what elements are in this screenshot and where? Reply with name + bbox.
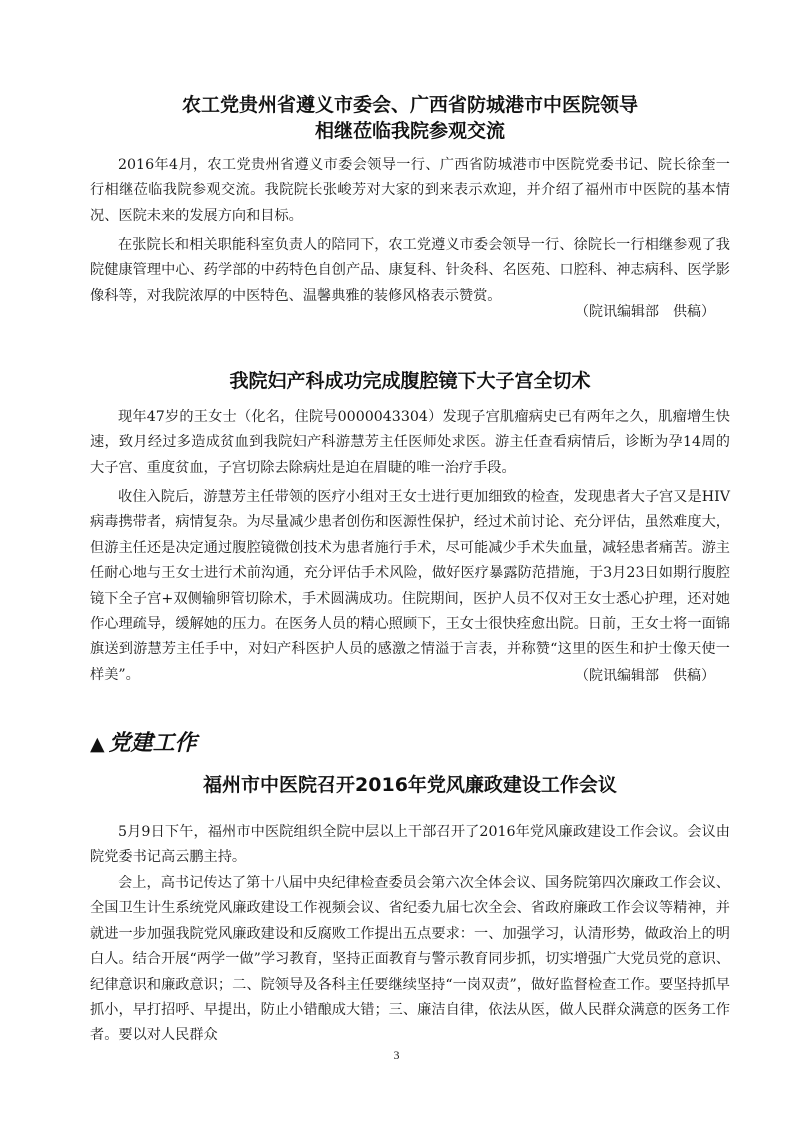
article3-paragraph-1: 5月9日下午，福州市中医院组织全院中层以上干部召开了2016年党风廉政建设工作会议。会议由院党委书记高云鹏主持。 [90, 824, 730, 866]
article1-credit: （院讯编辑部 供稿） [575, 304, 715, 320]
article1-title-line2: 相继莅临我院参观交流 [314, 120, 505, 142]
article1-title-line1: 农工党贵州省遵义市委会、广西省防城港市中医院领导 [181, 94, 638, 116]
triangle-icon: ▲ [90, 733, 105, 755]
article1-title [90, 92, 730, 144]
section-heading [90, 726, 197, 757]
article3-title: 福州市中医院召开2016年党风廉政建设工作会议 [203, 774, 617, 796]
section-label: 党建工作 [108, 731, 197, 756]
article1-paragraph-2: 在张院长和相关职能科室负责人的陪同下，农工党遵义市委会领导一行、徐院长一行相继参观了我院健康管理中心、药学部的中药特色自创产品、康复科、针灸科、名医苑、口腔科、神志病科、医学影像科等，对我院浓厚的中医特色、温馨典雅的装修风格表示赞赏。 [90, 237, 730, 304]
article2-title: 我院妇产科成功完成腹腔镜下大子宫全切术 [229, 370, 591, 392]
article2-paragraph-1: 现年47岁的王女士（化名，住院号0000043304）发现子宫肌瘤病史已有两年之久，肌瘤增生快速，致月经过多造成贫血到我院妇产科游慧芳主任医师处求医。游主任查看病情后，诊断为孕14周的大子宫、重度贫血，子宫切除去除病灶是迫在眉睫的唯一治疗手段。 [90, 409, 730, 476]
article2-credit: （院讯编辑部 供稿） [575, 668, 715, 684]
article1-paragraph-1: 2016年4月，农工党贵州省遵义市委会领导一行、广西省防城港市中医院党委书记、院长徐奎一行相继莅临我院参观交流。我院院长张峻芳对大家的到来表示欢迎，并介绍了福州市中医院的基本情况、医院未来的发展方向和目标。 [90, 157, 730, 224]
article3-paragraph-2: 会上，高书记传达了第十八届中央纪律检查委员会第六次全体会议、国务院第四次廉政工作会议、全国卫生计生系统党风廉政建设工作视频会议、省纪委九届七次全会、省政府廉政工作会议等精神，并就进一步加强我院党风廉政建设和反腐败工作提出五点要求：一、加强学习，认清形势，做政治上的明白人。结合开展“两学一做”学习教育，坚持正面教育与警示教育同步抓，切实增强广大党员党的意识、纪律意识和廉政意识；二、院领导及各科主任要继续坚持“一岗双责”，做好监督检查工作。要坚持抓早抓小，早打招呼、早提出，防止小错酿成大错；三、廉洁自律，依法从医，做人民群众满意的医务工作者。要以对人民群众 [90, 875, 730, 1044]
page-number: 3 [393, 1048, 400, 1062]
article2-paragraph-2: 收住入院后，游慧芳主任带领的医疗小组对王女士进行更加细致的检查，发现患者大子宫又是HIV病毒携带者，病情复杂。为尽量减少患者创伤和医源性保护，经过术前讨论、充分评估，虽然难度大，但游主任还是决定通过腹腔镜微创技术为患者施行手术，尽可能减少手术失血量，减轻患者痛苦。游主任耐心地与王女士进行术前沟通，充分评估手术风险，做好医疗暴露防范措施，于3月23日如期行腹腔镜下全子宫+双侧输卵管切除术，手术圆满成功。住院期间，医护人员不仅对王女士悉心护理，还对她作心理疏导，缓解她的压力。在医务人员的精心照顾下，王女士很快痊愈出院。日前，王女士将一面锦旗送到游慧芳主任手中，对妇产科医护人员的感激之情溢于言表，并称赞“这里的医生和护士像天使一样美”。 [90, 489, 730, 683]
